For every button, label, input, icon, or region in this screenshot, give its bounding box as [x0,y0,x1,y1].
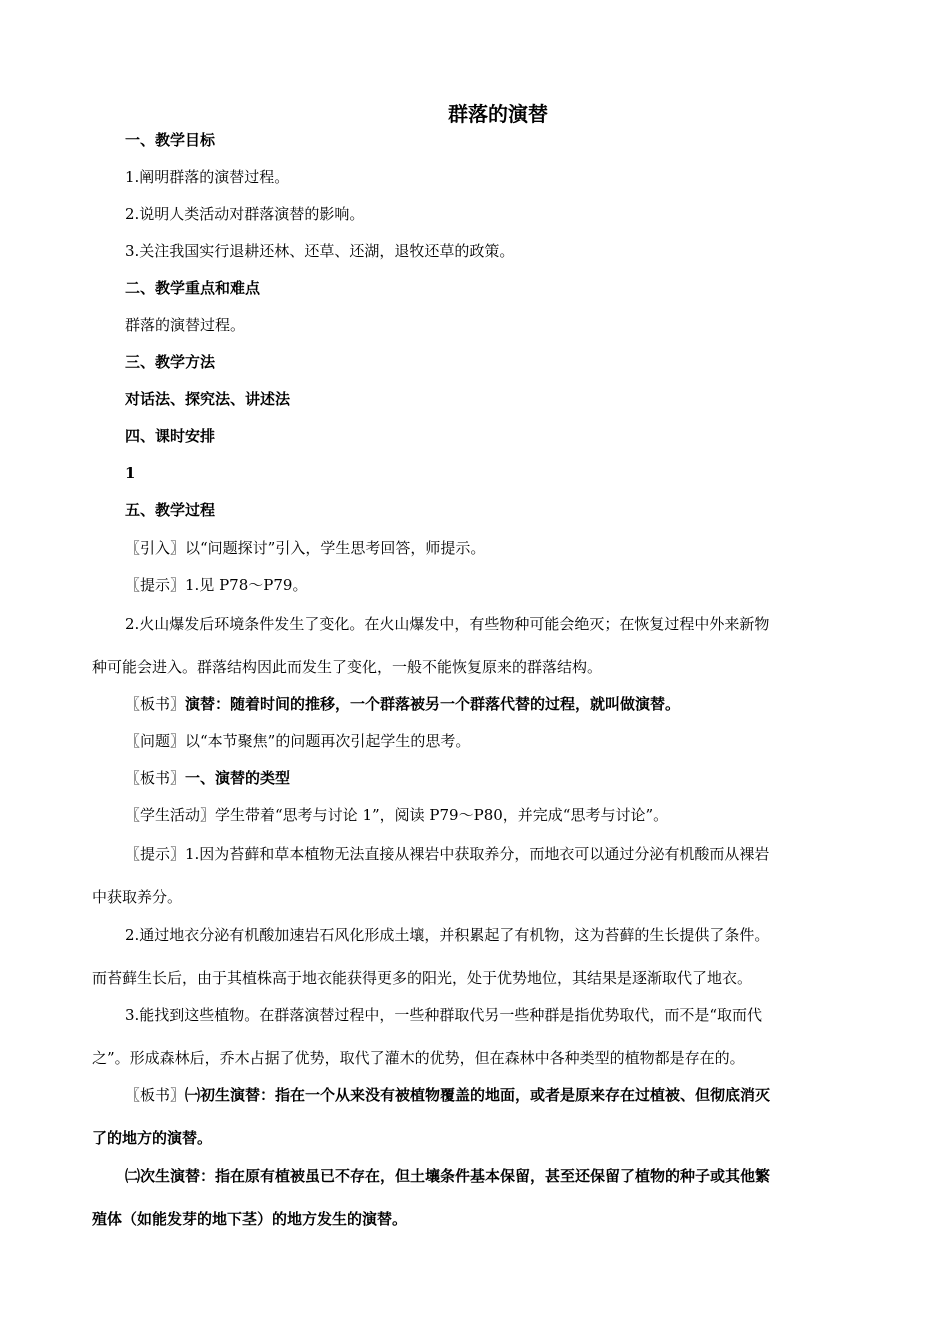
hint-paragraph-3-line-1: 〖提示〗1.因为苔藓和草本植物无法直接从裸岩中获取养分，而地衣可以通过分泌有机酸而从裸岩 [125,845,770,863]
hint-paragraph-2-line-1: 2.火山爆发后环境条件发生了变化。在火山爆发中，有些物种可能会绝灭；在恢复过程中外来新物 [125,615,770,633]
board-note-1-definition: 演替：随着时间的推移，一个群落被另一个群落代替的过程，就叫做演替。 [185,695,681,713]
key-point-text: 群落的演替过程。 [125,316,246,334]
board-note-3-primary-succession: ㈠初生演替：指在一个从来没有被植物覆盖的地面，或者是原来存在过植被、但彻底消灭 [185,1086,771,1104]
hint-paragraph-5-line-2: 之”。形成森林后，乔木占据了优势，取代了灌木的优势，但在森林中各种类型的植物都是存在的。 [92,1049,745,1067]
question-paragraph: 〖问题〗以“本节聚焦”的问题再次引起学生的思考。 [125,732,471,750]
goal-item-1: 1.阐明群落的演替过程。 [125,168,290,186]
board-note-3-line-1 [125,1085,770,1105]
board-note-2 [125,768,290,788]
board-note-4-line-1: ㈡次生演替：指在原有植被虽已不存在，但土壤条件基本保留，甚至还保留了植物的种子或其他繁 [125,1167,771,1185]
hint-paragraph-3-line-2: 中获取养分。 [92,888,183,906]
goal-item-3: 3.关注我国实行退耕还林、还草、还湖，退牧还草的政策。 [125,242,515,260]
section-heading-methods: 三、教学方法 [125,353,216,371]
hint-paragraph-5-line-1: 3.能找到这些植物。在群落演替过程中，一些种群取代另一些种群是指优势取代，而不是“取而代 [125,1006,762,1024]
student-activity-paragraph: 〖学生活动〗学生带着“思考与讨论 1”，阅读 P79～P80，并完成“思考与讨论”。 [125,806,669,824]
section-heading-process: 五、教学过程 [125,501,216,519]
board-note-3-line-2: 了的地方的演替。 [92,1129,213,1147]
board-note-2-prefix: 〖板书〗 [125,769,186,787]
hint-paragraph-4-line-1: 2.通过地衣分泌有机酸加速岩石风化形成土壤，并积累起了有机物，这为苔藓的生长提供了条件。 [125,926,770,944]
board-note-2-heading: 一、演替的类型 [185,769,291,787]
methods-text: 对话法、探究法、讲述法 [125,390,291,408]
section-heading-key-points: 二、教学重点和难点 [125,279,261,297]
document-title: 群落的演替 [448,102,548,126]
goal-item-2: 2.说明人类活动对群落演替的影响。 [125,205,365,223]
hint-paragraph-1: 〖提示〗1.见 P78～P79。 [125,576,308,594]
board-note-4-line-2: 殖体（如能发芽的地下茎）的地方发生的演替。 [92,1210,408,1228]
section-heading-hours: 四、课时安排 [125,427,216,445]
board-note-1 [125,694,680,714]
hint-paragraph-4-line-2: 而苔藓生长后，由于其植株高于地衣能获得更多的阳光，处于优势地位，其结果是逐渐取代了地衣。 [92,969,753,987]
hint-paragraph-2-line-2: 种可能会进入。群落结构因此而发生了变化，一般不能恢复原来的群落结构。 [92,658,603,676]
board-note-3-prefix: 〖板书〗 [125,1086,186,1104]
intro-paragraph: 〖引入〗以“问题探讨”引入，学生思考回答，师提示。 [125,539,486,557]
hours-value: 1 [125,464,136,482]
section-heading-goals: 一、教学目标 [125,131,216,149]
board-note-1-prefix: 〖板书〗 [125,695,186,713]
